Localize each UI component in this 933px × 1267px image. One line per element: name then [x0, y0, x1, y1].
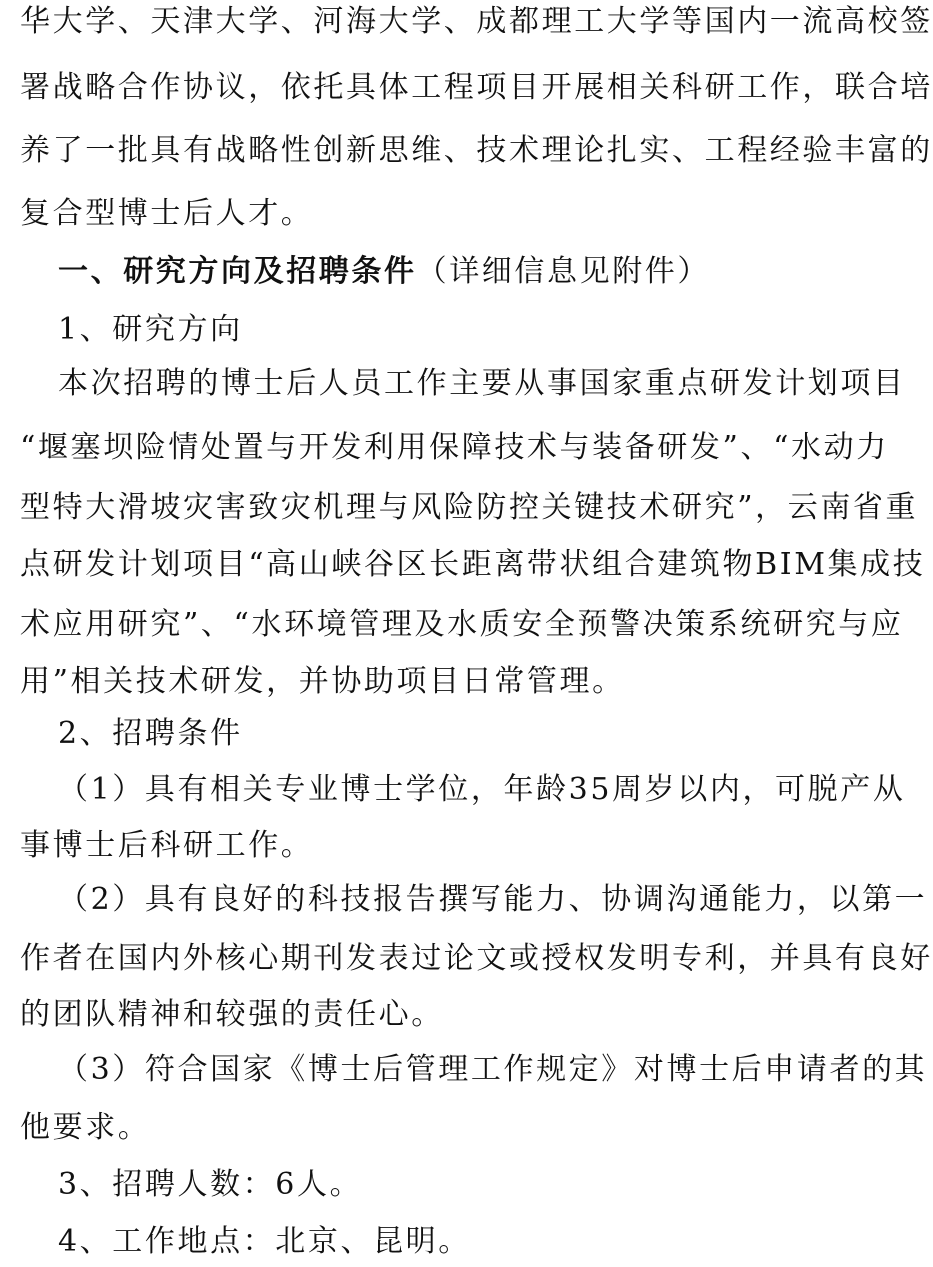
- paragraph-line: 用”相关技术研发，并协助项目日常管理。: [20, 664, 625, 699]
- paragraph-line: “堰塞坝险情处置与开发利用保障技术与装备研发”、“水动力: [20, 430, 889, 465]
- paragraph-line: （1）具有相关专业博士学位，年龄35周岁以内，可脱产从: [58, 772, 906, 807]
- paragraph-line: 的团队精神和较强的责任心。: [20, 997, 444, 1032]
- paragraph-line: （3）符合国家《博士后管理工作规定》对博士后申请者的其: [58, 1052, 928, 1087]
- subsection-title: 1、研究方向: [58, 312, 243, 347]
- paragraph-line: 华大学、天津大学、河海大学、成都理工大学等国内一流高校签: [20, 4, 933, 39]
- subsection-title: 2、招聘条件: [58, 716, 243, 751]
- section-heading-note: （详细信息见附件）: [416, 254, 711, 289]
- paragraph-line: 事博士后科研工作。: [20, 828, 314, 863]
- paragraph-line: 本次招聘的博士后人员工作主要从事国家重点研发计划项目: [58, 366, 906, 401]
- paragraph-line: 养了一批具有战略性创新思维、技术理论扎实、工程经验丰富的: [20, 133, 933, 168]
- subsection-title: 4、工作地点：北京、昆明。: [58, 1224, 471, 1259]
- paragraph-line: 复合型博士后人才。: [20, 196, 314, 231]
- paragraph-line: （2）具有良好的科技报告撰写能力、协调沟通能力，以第一: [58, 882, 928, 917]
- paragraph-line: 作者在国内外核心期刊发表过论文或授权发明专利，并具有良好: [20, 941, 933, 976]
- paragraph-line: 术应用研究”、“水环境管理及水质安全预警决策系统研究与应: [20, 607, 904, 642]
- section-heading: [58, 252, 858, 292]
- paragraph-line: 型特大滑坡灾害致灾机理与风险防控关键技术研究”，云南省重: [20, 490, 919, 525]
- paragraph-line: 点研发计划项目“高山峡谷区长距离带状组合建筑物BIM集成技: [20, 547, 926, 582]
- paragraph-line: 署战略合作协议，依托具体工程项目开展相关科研工作，联合培: [20, 70, 933, 105]
- paragraph-line: 他要求。: [20, 1110, 151, 1145]
- subsection-title: 3、招聘人数：6人。: [58, 1167, 363, 1202]
- section-heading-title: 一、研究方向及招聘条件: [58, 254, 417, 289]
